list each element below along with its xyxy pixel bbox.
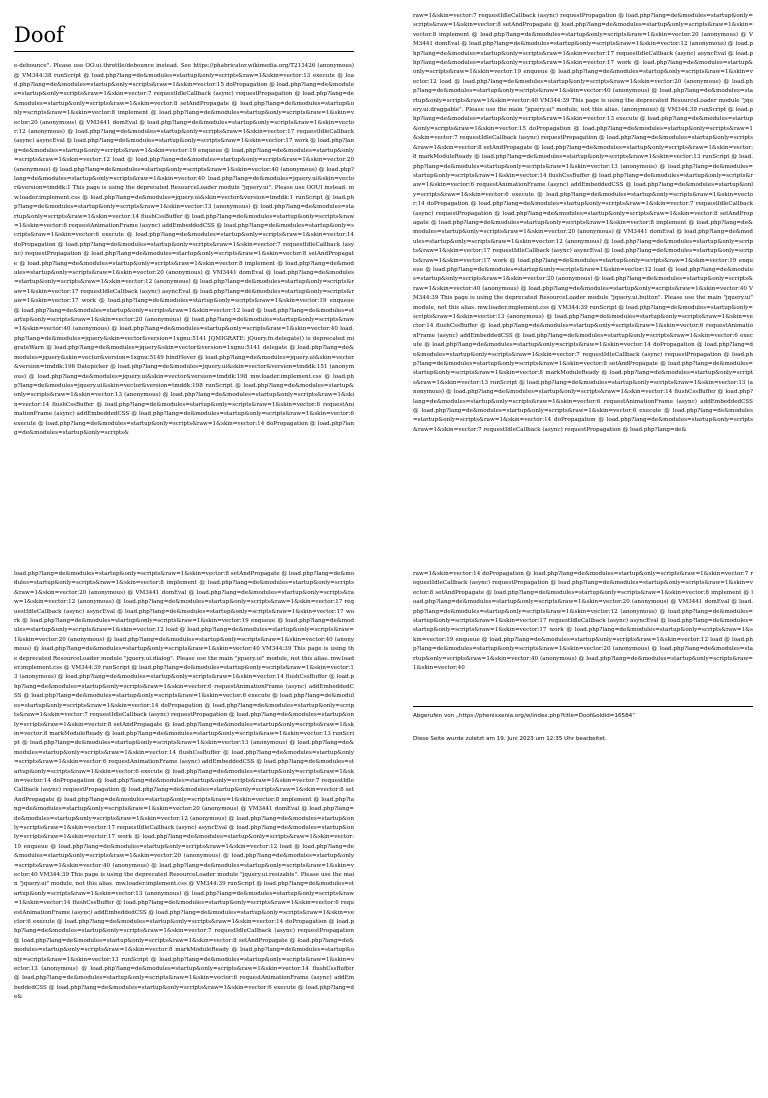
last-edited-notice: Diese Seite wurde zuletzt am 19. Juni 2023 um 12:35 Uhr bearbeitet. — [413, 736, 607, 742]
article-body-part-4: raw=1&skin=vector:14 doPropagation @ load.php?lang=de&modules=startup&only=scripts&raw=1&skin=vector:7 requestIdleCallback (async) requestPropagation @ load.php?lang=de&modules=startup&only=scripts&raw=1&skin=vector:8 setAndPropagate @ load.php?lang=de&modules=startup&only=scripts&raw=1&skin=vector:8 implement @ load.php?lang=de&modules=startup&only=scripts&raw=1&skin=vector:20 (anonymous) @ VM3441 domEval @ load.php?lang=de&modules=startup&only=scripts&raw=1&skin=vector:12 (anonymous) @ load.php?lang=de&modules=startup&only=scripts&raw=1&skin=vector:17 requestIdleCallback (async) asyncEval @ load.php?lang=de&modules=startup&only=scripts&raw=1&skin=vector:17 work @ load.php?lang=de&modules=startup&only=scripts&raw=1&skin=vector:19 enqueue @ load.php?lang=de&modules=startup&only=scripts&raw=1&skin=vector:12 load @ load.php?lang=de&modules=startup&only=scripts&raw=1&skin=vector:20 (anonymous) @ load.php?lang=de&modules=startup&only=scripts&raw=1&skin=vector:40 (anonymous) @ load.php?lang=de&modules=startup&only=scripts&raw=1&skin=vector:40 — [413, 571, 753, 672]
article-body-part-3: load.php?lang=de&modules=startup&only=scripts&raw=1&skin=vector:8 setAndPropagate @ load.php?lang=de&modules=startup&only=scripts&raw=1&skin=vector:8 implement @ load.php?lang=de&modules=startup&only=scripts&raw=1&skin=vector:20 (anonymous) @ VM3441 domEval @ load.php?lang=de&modules=startup&only=scripts&raw=1&skin=vector:12 (anonymous) @ load.php?lang=de&modules=startup&only=scripts&raw=1&skin=vector:17 requestIdleCallback (async) asyncEval @ load.php?lang=de&modules=startup&only=scripts&raw=1&skin=vector:17 work @ load.php?lang=de&modules=startup&only=scripts&raw=1&skin=vector:19 enqueue @ load.php?lang=de&modules=startup&only=scripts&raw=1&skin=vector:12 load @ load.php?lang=de&modules=startup&only=scripts&raw=1&skin=vector:20 (anonymous) @ load.php?lang=de&modules=startup&only=scripts&raw=1&skin=vector:40 (anonymous) @ load.php?lang=de&modules=startup&only=scripts&raw=1&skin=vector:40 VM344:39 This page is using the deprecated ResourceLoader module "jquery.ui.dialog". Please use the main "jquery.ui" module, not this alias. mw.loader.implement.css @ VM344:39 runScript @ load.php?lang=de&modules=startup&only=scripts&raw=1&skin=vector:13 (anonymous) @ load.php?lang=de&modules=startup&only=scripts&raw=1&skin=vector:14 flushCssBuffer @ load.php?lang=de&modules=startup&only=scripts&raw=1&skin=vector:6 requestAnimationFrame (async) addEmbeddedCSS @ load.php?lang=de&modules=startup&only=scripts&raw=1&skin=vector:6 execute @ load.php?lang=de&modules=startup&only=scripts&raw=1&skin=vector:14 doPropagation @ load.php?lang=de&modules=startup&only=scripts&raw=1&skin=vector:7 requestIdleCallback (async) requestPropagation @ load.php?lang=de&modules=startup&only=scripts&raw=1&skin=vector:8 setAndPropagate @ load.php?lang=de&modules=startup&only=scripts&raw=1&skin=vector:8 markModuleReady @ load.php?lang=de&modules=startup&only=scripts&raw=1&skin=vector:13 runScript @ load.php?lang=de&modules=startup&only=scripts&raw=1&skin=vector:13 (anonymous) @ load.php?lang=de&modules=startup&only=scripts&raw=1&skin=vector:14 flushCssBuffer @ load.php?lang=de&modules=startup&only=scripts&raw=1&skin=vector:6 requestAnimationFrame (async) addEmbeddedCSS @ load.php?lang=de&modules=startup&only=scripts&raw=1&skin=vector:6 execute @ load.php?lang=de&modules=startup&only=scripts&raw=1&skin=vector:14 doPropagation @ load.php?lang=de&modules=startup&only=scripts&raw=1&skin=vector:7 requestIdleCallback (async) requestPropagation @ load.php?lang=de&modules=startup&only=scripts&raw=1&skin=vector:8 setAndPropagate @ load.php?lang=de&modules=startup&only=scripts&raw=1&skin=vector:8 implement @ load.php?lang=de&modules=startup&only=scripts&raw=1&skin=vector:20 (anonymous) @ VM3441 domEval @ load.php?lang=de&modules=startup&only=scripts&raw=1&skin=vector:12 (anonymous) @ load.php?lang=de&modules=startup&only=scripts&raw=1&skin=vector:17 requestIdleCallback (async) asyncEval @ load.php?lang=de&modules=startup&only=scripts&raw=1&skin=vector:17 work @ load.php?lang=de&modules=startup&only=scripts&raw=1&skin=vector:19 enqueue @ load.php?lang=de&modules=startup&only=scripts&raw=1&skin=vector:12 load @ load.php?lang=de&modules=startup&only=scripts&raw=1&skin=vector:20 (anonymous) @ load.php?lang=de&modules=startup&only=scripts&raw=1&skin=vector:40 (anonymous) @ load.php?lang=de&modules=startup&only=scripts&raw=1&skin=vector:40 VM344:39 This page is using the deprecated ResourceLoader module "jquery.ui.resizable". Please use the main "jquery.ui" module, not this alias. mw.loader.implement.css @ VM344:39 runScript @ load.php?lang=de&modules=startup&only=scripts&raw=1&skin=vector:13 (anonymous) @ load.php?lang=de&modules=startup&only=scripts&raw=1&skin=vector:14 flushCssBuffer @ load.php?lang=de&modules=startup&only=scripts&raw=1&skin=vector:6 requestAnimationFrame (async) addEmbeddedCSS @ load.php?lang=de&modules=startup&only=scripts&raw=1&skin=vector:6 execute @ load.php?lang=de&modules=startup&only=scripts&raw=1&skin=vector:14 doPropagation @ load.php?lang=de&modules=startup&only=scripts&raw=1&skin=vector:7 requestIdleCallback (async) requestPropagation @ load.php?lang=de&modules=startup&only=scripts&raw=1&skin=vector:8 setAndPropagate @ load.php?lang=de&modules=startup&only=scripts&raw=1&skin=vector:8 markModuleReady @ load.php?lang=de&modules=startup&only=scripts&raw=1&skin=vector:13 runScript @ load.php?lang=de&modules=startup&only=scripts&raw=1&skin=vector:13 (anonymous) @ load.php?lang=de&modules=startup&only=scripts&raw=1&skin=vector:14 flushCssBuffer @ load.php?lang=de&modules=startup&only=scripts&raw=1&skin=vector:6 requestAnimationFrame (async) addEmbeddedCSS @ load.php?lang=de&modules=startup&only=scripts&raw=1&skin=vector:6 execute @ load.php?lang=de& — [14, 571, 354, 1001]
article-body-part-2: raw=1&skin=vector:7 requestIdleCallback (async) requestPropagation @ load.php?lang=de&modules=startup&only=scripts&raw=1&skin=vector:8 setAndPropagate @ load.php?lang=de&modules=startup&only=scripts&raw=1&skin=vector:8 implement @ load.php?lang=de&modules=startup&only=scripts&raw=1&skin=vector:20 (anonymous) @ VM3441 domEval @ load.php?lang=de&modules=startup&only=scripts&raw=1&skin=vector:12 (anonymous) @ load.php?lang=de&modules=startup&only=scripts&raw=1&skin=vector:17 requestIdleCallback (async) asyncEval @ load.php?lang=de&modules=startup&only=scripts&raw=1&skin=vector:17 work @ load.php?lang=de&modules=startup&only=scripts&raw=1&skin=vector:19 enqueue @ load.php?lang=de&modules=startup&only=scripts&raw=1&skin=vector:12 load @ load.php?lang=de&modules=startup&only=scripts&raw=1&skin=vector:20 (anonymous) @ load.php?lang=de&modules=startup&only=scripts&raw=1&skin=vector:40 (anonymous) @ load.php?lang=de&modules=startup&only=scripts&raw=1&skin=vector:40 VM344:39 This page is using the deprecated ResourceLoader module "jquery.ui.draggable". Please use the main "jquery.ui" module, not this alias. (anonymous) @ VM344:39 runScript @ load.php?lang=de&modules=startup&only=scripts&raw=1&skin=vector:13 execute @ load.php?lang=de&modules=startup&only=scripts&raw=1&skin=vector:15 doPropagation @ load.php?lang=de&modules=startup&only=scripts&raw=1&skin=vector:7 requestIdleCallback (async) requestPropagation @ load.php?lang=de&modules=startup&only=scripts&raw=1&skin=vector:8 setAndPropagate @ load.php?lang=de&modules=startup&only=scripts&raw=1&skin=vector:8 markModuleReady @ load.php?lang=de&modules=startup&only=scripts&raw=1&skin=vector:13 runScript @ load.php?lang=de&modules=startup&only=scripts&raw=1&skin=vector:13 (anonymous) @ load.php?lang=de&modules=startup&only=scripts&raw=1&skin=vector:14 flushCssBuffer @ load.php?lang=de&modules=startup&only=scripts&raw=1&skin=vector:6 requestAnimationFrame (async) addEmbeddedCSS @ load.php?lang=de&modules=startup&only=scripts&raw=1&skin=vector:6 execute @ load.php?lang=de&modules=startup&only=scripts&raw=1&skin=vector:14 doPropagation @ load.php?lang=de&modules=startup&only=scripts&raw=1&skin=vector:7 requestIdleCallback (async) requestPropagation @ load.php?lang=de&modules=startup&only=scripts&raw=1&skin=vector:8 setAndPropagate @ load.php?lang=de&modules=startup&only=scripts&raw=1&skin=vector:8 implement @ load.php?lang=de&modules=startup&only=scripts&raw=1&skin=vector:20 (anonymous) @ VM3441 domEval @ load.php?lang=de&modules=startup&only=scripts&raw=1&skin=vector:12 (anonymous) @ load.php?lang=de&modules=startup&only=scripts&raw=1&skin=vector:17 requestIdleCallback (async) asyncEval @ load.php?lang=de&modules=startup&only=scripts&raw=1&skin=vector:17 work @ load.php?lang=de&modules=startup&only=scripts&raw=1&skin=vector:19 enqueue @ load.php?lang=de&modules=startup&only=scripts&raw=1&skin=vector:12 load @ load.php?lang=de&modules=startup&only=scripts&raw=1&skin=vector:20 (anonymous) @ load.php?lang=de&modules=startup&only=scripts&raw=1&skin=vector:40 (anonymous) @ load.php?lang=de&modules=startup&only=scripts&raw=1&skin=vector:40 VM344:39 This page is using the deprecated ResourceLoader module "jquery.ui.button". Please use the main "jquery.ui" module, not this alias. mw.loader.implement.css @ VM344:39 runScript @ load.php?lang=de&modules=startup&only=scripts&raw=1&skin=vector:13 (anonymous) @ load.php?lang=de&modules=startup&only=scripts&raw=1&skin=vector:14 flushCssBuffer @ load.php?lang=de&modules=startup&only=scripts&raw=1&skin=vector:6 requestAnimationFrame (async) addEmbeddedCSS @ load.php?lang=de&modules=startup&only=scripts&raw=1&skin=vector:6 execute @ load.php?lang=de&modules=startup&only=scripts&raw=1&skin=vector:14 doPropagation @ load.php?lang=de&modules=startup&only=scripts&raw=1&skin=vector:7 requestIdleCallback (async) requestPropagation @ load.php?lang=de&modules=startup&only=scripts&raw=1&skin=vector:8 setAndPropagate @ load.php?lang=de&modules=startup&only=scripts&raw=1&skin=vector:8 markModuleReady @ load.php?lang=de&modules=startup&only=scripts&raw=1&skin=vector:13 runScript @ load.php?lang=de&modules=startup&only=scripts&raw=1&skin=vector:13 (anonymous) @ load.php?lang=de&modules=startup&only=scripts&raw=1&skin=vector:14 flushCssBuffer @ load.php?lang=de&modules=startup&only=scripts&raw=1&skin=vector:6 requestAnimationFrame (async) addEmbeddedCSS @ load.php?lang=de&modules=startup&only=scripts&raw=1&skin=vector:6 execute @ load.php?lang=de&modules=startup&only=scripts&raw=1&skin=vector:14 doPropagation @ load.php?lang=de&modules=startup&only=scripts&raw=1&skin=vector:7 requestIdleCallback (async) requestPropagation @ load.php?lang=de& — [413, 13, 753, 433]
page-footer — [413, 706, 753, 758]
article-body-part-1: e-debounce". Please use OO.ui.throttle/debounce instead. See https://phabricator.wikimedia.org/T213426 (anonymous) @ VM344:38 runScript @ load.php?lang=de&modules=startup&only=scripts&raw=1&skin=vector:13 execute @ load.php?lang=de&modules=startup&only=scripts&raw=1&skin=vector:15 doPropagation @ load.php?lang=de&modules=startup&only=scripts&raw=1&skin=vector:7 requestIdleCallback (async) requestPropagation @ load.php?lang=de&modules=startup&only=scripts&raw=1&skin=vector:8 setAndPropagate @ load.php?lang=de&modules=startup&only=scripts&raw=1&skin=vector:8 implement @ load.php?lang=de&modules=startup&only=scripts&raw=1&skin=vector:20 (anonymous) @ VM3441 domEval @ load.php?lang=de&modules=startup&only=scripts&raw=1&skin=vector:12 (anonymous) @ load.php?lang=de&modules=startup&only=scripts&raw=1&skin=vector:17 requestIdleCallback (async) asyncEval @ load.php?lang=de&modules=startup&only=scripts&raw=1&skin=vector:17 work @ load.php?lang=de&modules=startup&only=scripts&raw=1&skin=vector:19 enqueue @ load.php?lang=de&modules=startup&only=scripts&raw=1&skin=vector:12 load @ load.php?lang=de&modules=startup&only=scripts&raw=1&skin=vector:20 (anonymous) @ load.php?lang=de&modules=startup&only=scripts&raw=1&skin=vector:40 (anonymous) @ load.php?lang=de&modules=startup&only=scripts&raw=1&skin=vector:40 load.php?lang=de&modules=jquery.ui&skin=vector&version=tmddk:1 This page is using the deprecated ResourceLoader module "jquery.ui". Please use OOUI instead. mw.loader.implement.css @ load.php?lang=de&modules=jquery.ui&skin=vector&version=tmddk:1 runScript @ load.php?lang=de&modules=startup&only=scripts&raw=1&skin=vector:13 (anonymous) @ load.php?lang=de&modules=startup&only=scripts&raw=1&skin=vector:14 flushCssBuffer @ load.php?lang=de&modules=startup&only=scripts&raw=1&skin=vector:6 requestAnimationFrame (async) addEmbeddedCSS @ load.php?lang=de&modules=startup&only=scripts&raw=1&skin=vector:6 execute @ load.php?lang=de&modules=startup&only=scripts&raw=1&skin=vector:14 doPropagation @ load.php?lang=de&modules=startup&only=scripts&raw=1&skin=vector:7 requestIdleCallback (async) requestPropagation @ load.php?lang=de&modules=startup&only=scripts&raw=1&skin=vector:8 setAndPropagate @ load.php?lang=de&modules=startup&only=scripts&raw=1&skin=vector:8 implement @ load.php?lang=de&modules=startup&only=scripts&raw=1&skin=vector:20 (anonymous) @ VM3441 domEval @ load.php?lang=de&modules=startup&only=scripts&raw=1&skin=vector:12 (anonymous) @ load.php?lang=de&modules=startup&only=scripts&raw=1&skin=vector:17 requestIdleCallback (async) asyncEval @ load.php?lang=de&modules=startup&only=scripts&raw=1&skin=vector:17 work @ load.php?lang=de&modules=startup&only=scripts&raw=1&skin=vector:19 enqueue @ load.php?lang=de&modules=startup&only=scripts&raw=1&skin=vector:12 load @ load.php?lang=de&modules=startup&only=scripts&raw=1&skin=vector:20 (anonymous) @ load.php?lang=de&modules=startup&only=scripts&raw=1&skin=vector:40 (anonymous) @ load.php?lang=de&modules=startup&only=scripts&raw=1&skin=vector:40 load.php?lang=de&modules=jquery&skin=vector&version=1xgnu:5141 JQMIGRATE: jQuery.fn.delegate() is deprecated migrateWarn @ load.php?lang=de&modules=jquery&skin=vector&version=1xgnu:5141 delegate @ load.php?lang=de&modules=jquery&skin=vector&version=1xgnu:5149 bindHover @ load.php?lang=de&modules=jquery.ui&skin=vector&version=tmddk:196 Datepicker @ load.php?lang=de&modules=jquery.ui&skin=vector&version=tmddk:151 (anonymous) @ load.php?lang=de&modules=jquery.ui&skin=vector&version=tmddk:198 mw.loader.implement.css @ load.php?lang=de&modules=jquery.ui&skin=vector&version=tmddk:198 runScript @ load.php?lang=de&modules=startup&only=scripts&raw=1&skin=vector:13 (anonymous) @ load.php?lang=de&modules=startup&only=scripts&raw=1&skin=vector:14 flushCssBuffer @ load.php?lang=de&modules=startup&only=scripts&raw=1&skin=vector:6 requestAnimationFrame (async) addEmbeddedCSS @ load.php?lang=de&modules=startup&only=scripts&raw=1&skin=vector:6 execute @ load.php?lang=de&modules=startup&only=scripts&raw=1&skin=vector:14 doPropagation @ load.php?lang=de&modules=startup&only=scripts& — [14, 63, 354, 436]
column-top-right — [413, 12, 753, 500]
retrieved-from-link[interactable]: Abgerufen von „https://phenixxenia.org/w/index.php?title=Doof&oldid=16584“ — [413, 713, 636, 719]
title-rule — [14, 51, 354, 52]
footer-rule — [413, 706, 753, 707]
page-title: Doof — [14, 23, 64, 47]
column-top-left — [14, 12, 354, 547]
column-bottom-left — [14, 570, 354, 1090]
